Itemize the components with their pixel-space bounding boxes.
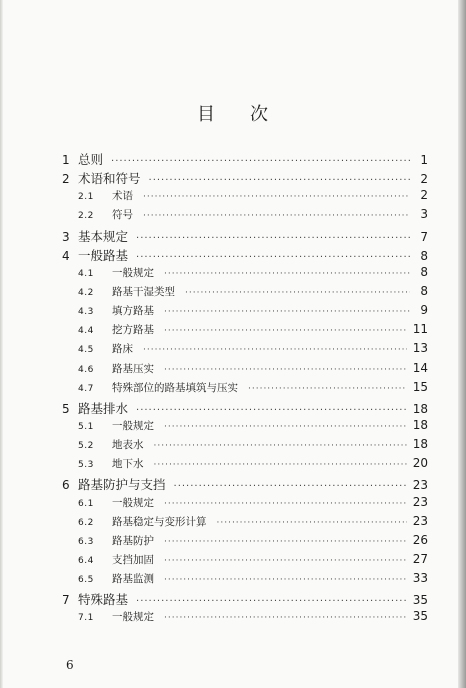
toc-leader-dots xyxy=(136,252,410,263)
toc-leader-dots xyxy=(111,156,410,167)
toc-leader-dots xyxy=(164,499,407,509)
toc-entry-page: 11 xyxy=(412,322,428,337)
toc-chapter-entry[interactable] xyxy=(62,169,428,188)
toc-entry-label: 一般路基 xyxy=(78,247,129,263)
toc-entry-number: 6.2 xyxy=(78,517,94,528)
toc-entry-page: 18 xyxy=(412,401,428,416)
toc-entry-label: 地表水 xyxy=(112,439,144,452)
toc-section-entry[interactable] xyxy=(62,303,428,322)
toc-entry-number: 4.3 xyxy=(78,307,94,318)
toc-section-entry[interactable] xyxy=(62,284,428,303)
toc-entry-page: 20 xyxy=(412,456,428,471)
toc-entry-number: 4.2 xyxy=(78,287,94,298)
title-char-second: 次 xyxy=(250,104,269,125)
toc-entry-label: 符号 xyxy=(112,209,133,222)
toc-leader-dots xyxy=(143,192,410,202)
toc-leader-dots xyxy=(154,460,407,470)
toc-leader-dots xyxy=(164,307,410,317)
toc-entry-page: 7 xyxy=(420,229,428,244)
table-of-contents xyxy=(62,150,428,629)
toc-leader-dots xyxy=(164,556,407,566)
toc-entry-page: 2 xyxy=(420,172,428,187)
toc-leader-dots xyxy=(136,405,407,416)
toc-section-entry[interactable] xyxy=(62,456,428,475)
toc-section-entry[interactable] xyxy=(62,207,428,226)
toc-entry-page: 8 xyxy=(420,283,428,298)
toc-entry-label: 术语 xyxy=(112,190,133,203)
toc-entry-label: 术语和符号 xyxy=(78,171,141,187)
toc-entry-page: 1 xyxy=(420,153,428,167)
toc-entry-number: 6.3 xyxy=(78,536,94,547)
toc-leader-dots xyxy=(164,422,407,432)
toc-entry-label: 路基压实 xyxy=(112,362,154,375)
toc-entry-label: 支挡加固 xyxy=(112,553,154,566)
toc-leader-dots xyxy=(164,326,407,336)
toc-entry-page: 9 xyxy=(420,303,428,318)
toc-entry-number: 4 xyxy=(62,248,70,263)
toc-entry-page: 8 xyxy=(420,248,428,263)
toc-entry-page: 27 xyxy=(412,551,428,566)
toc-leader-dots xyxy=(136,596,407,607)
toc-entry-number: 5.2 xyxy=(78,441,94,452)
toc-entry-page: 23 xyxy=(412,478,428,493)
toc-entry-page: 8 xyxy=(420,264,428,279)
toc-entry-label: 一般规定 xyxy=(112,496,154,509)
toc-section-entry[interactable] xyxy=(62,609,428,628)
toc-entry-number: 4.6 xyxy=(78,364,94,375)
toc-leader-dots xyxy=(164,269,410,279)
toc-entry-label: 地下水 xyxy=(112,458,144,471)
toc-entry-label: 特殊部位的路基填筑与压实 xyxy=(112,381,238,394)
toc-entry-number: 6 xyxy=(62,478,70,493)
toc-entry-page: 35 xyxy=(412,609,428,624)
toc-chapter-entry[interactable] xyxy=(62,475,428,494)
toc-entry-page: 23 xyxy=(412,513,428,528)
toc-entry-page: 26 xyxy=(412,532,428,547)
toc-entry-label: 基本规定 xyxy=(78,228,129,244)
toc-entry-label: 路基防护 xyxy=(112,534,154,547)
toc-section-entry[interactable] xyxy=(62,495,428,514)
toc-section-entry[interactable] xyxy=(62,437,428,456)
toc-entry-page: 3 xyxy=(420,207,428,222)
toc-entry-number: 2.1 xyxy=(78,192,94,203)
toc-chapter-entry[interactable] xyxy=(62,150,428,169)
title-char-first: 目 xyxy=(197,104,216,125)
toc-section-entry[interactable] xyxy=(62,571,428,590)
toc-entry-number: 2 xyxy=(62,172,70,187)
toc-entry-page: 23 xyxy=(412,494,428,509)
toc-leader-dots xyxy=(164,613,407,623)
toc-section-entry[interactable] xyxy=(62,533,428,552)
toc-entry-page: 18 xyxy=(412,437,428,452)
toc-leader-dots xyxy=(217,518,407,528)
toc-entry-number: 2.2 xyxy=(78,211,94,222)
toc-leader-dots xyxy=(143,345,407,355)
toc-section-entry[interactable] xyxy=(62,265,428,284)
toc-entry-page: 35 xyxy=(412,593,428,608)
toc-leader-dots xyxy=(143,211,410,221)
toc-entry-label: 路床 xyxy=(112,343,133,356)
toc-entry-label: 总则 xyxy=(78,152,104,167)
toc-entry-label: 路基监测 xyxy=(112,573,154,586)
toc-entry-label: 挖方路基 xyxy=(112,324,154,337)
toc-entry-page: 18 xyxy=(412,417,428,432)
toc-chapter-entry[interactable] xyxy=(62,227,428,246)
toc-entry-number: 4.1 xyxy=(78,268,94,279)
toc-section-entry[interactable] xyxy=(62,380,428,399)
toc-chapter-entry[interactable] xyxy=(62,246,428,265)
toc-entry-label: 路基排水 xyxy=(78,400,129,416)
toc-chapter-entry[interactable] xyxy=(62,590,428,609)
toc-entry-label: 一般规定 xyxy=(112,419,154,432)
toc-leader-dots xyxy=(154,441,407,451)
toc-leader-dots xyxy=(164,537,407,547)
toc-entry-number: 4.7 xyxy=(78,383,94,394)
toc-entry-label: 一般规定 xyxy=(112,266,154,279)
toc-entry-page: 15 xyxy=(412,379,428,394)
toc-entry-page: 33 xyxy=(412,571,428,586)
toc-section-entry[interactable] xyxy=(62,341,428,360)
toc-entry-label: 特殊路基 xyxy=(78,592,129,608)
toc-leader-dots xyxy=(185,288,410,298)
toc-leader-dots xyxy=(174,481,407,492)
toc-leader-dots xyxy=(164,365,407,375)
toc-entry-label: 路基防护与支挡 xyxy=(78,477,166,493)
toc-entry-number: 5 xyxy=(62,401,70,416)
toc-entry-number: 4.4 xyxy=(78,326,94,337)
toc-entry-number: 5.3 xyxy=(78,460,94,471)
toc-entry-label: 路基干湿类型 xyxy=(112,285,175,298)
toc-section-entry[interactable] xyxy=(62,361,428,380)
toc-entry-label: 路基稳定与变形计算 xyxy=(112,515,207,528)
toc-entry-page: 13 xyxy=(412,341,428,356)
toc-section-entry[interactable] xyxy=(62,552,428,571)
toc-entry-label: 填方路基 xyxy=(112,305,154,318)
toc-leader-dots xyxy=(149,175,410,186)
toc-leader-dots xyxy=(164,575,407,585)
toc-entry-label: 一般规定 xyxy=(112,611,154,624)
page-number: 6 xyxy=(66,658,74,672)
toc-entry-number: 6.1 xyxy=(78,498,94,509)
toc-chapter-entry[interactable] xyxy=(62,399,428,418)
toc-entry-number: 6.4 xyxy=(78,555,94,566)
toc-entry-page: 2 xyxy=(420,188,428,203)
toc-entry-number: 3 xyxy=(62,229,70,244)
toc-entry-number: 7 xyxy=(62,593,70,608)
toc-leader-dots xyxy=(136,233,410,244)
page-title xyxy=(0,100,466,126)
toc-section-entry[interactable] xyxy=(62,322,428,341)
toc-entry-number: 6.5 xyxy=(78,575,94,586)
toc-section-entry[interactable] xyxy=(62,514,428,533)
toc-entry-number: 1 xyxy=(62,153,70,167)
toc-section-entry[interactable] xyxy=(62,418,428,437)
toc-entry-number: 7.1 xyxy=(78,613,94,624)
toc-entry-page: 14 xyxy=(412,360,428,375)
toc-entry-number: 5.1 xyxy=(78,421,94,432)
toc-entry-number: 4.5 xyxy=(78,345,94,356)
toc-leader-dots xyxy=(248,384,407,394)
toc-section-entry[interactable] xyxy=(62,188,428,207)
